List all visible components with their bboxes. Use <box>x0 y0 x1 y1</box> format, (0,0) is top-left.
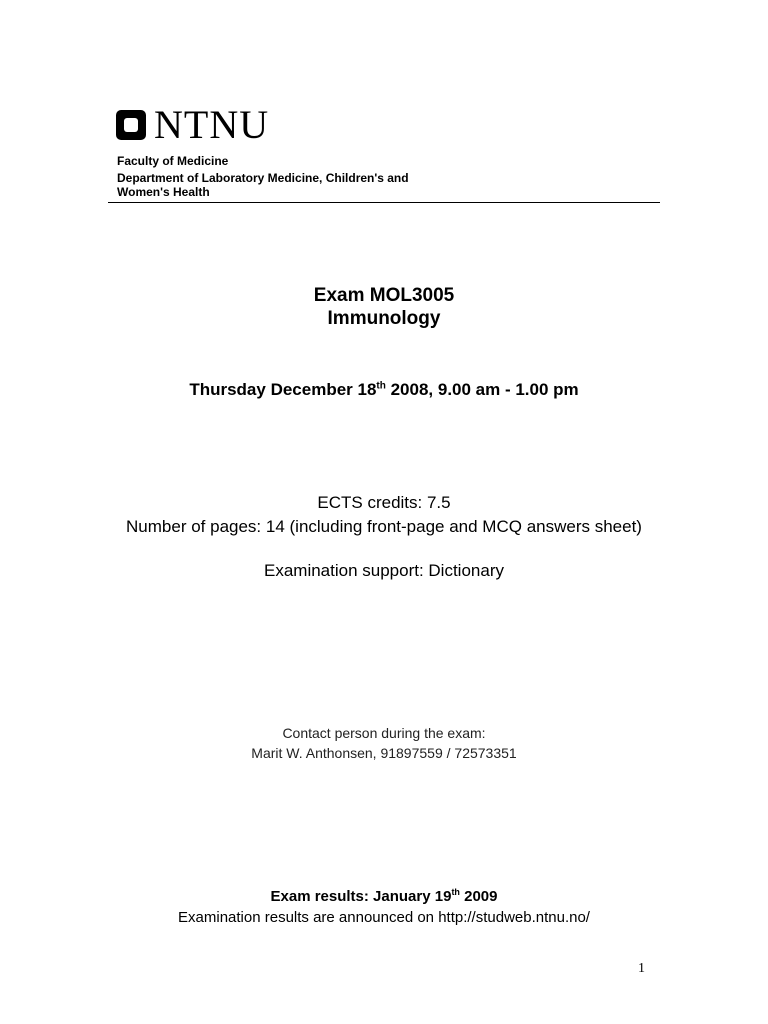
ntnu-logo <box>116 102 270 147</box>
logo-text: NTNU <box>154 102 270 147</box>
exam-date <box>108 380 660 400</box>
header-divider <box>108 202 660 203</box>
page-number: 1 <box>638 961 645 976</box>
contact-label: Contact person during the exam: <box>282 725 486 741</box>
exam-date-sup: th <box>376 380 386 392</box>
exam-date-suffix: 2008, 9.00 am - 1.00 pm <box>385 380 579 399</box>
exam-subject: Immunology <box>327 308 441 329</box>
results-heading-prefix: Exam results: January 19 <box>270 888 452 905</box>
number-of-pages: Number of pages: 14 (including front-page and MCQ answers sheet) <box>126 517 642 536</box>
ects-credits: ECTS credits: 7.5 <box>317 493 451 512</box>
results-heading <box>108 887 660 905</box>
department-name: Department of Laboratory Medicine, Children's and Women's Health <box>117 171 409 199</box>
exam-title: Exam MOL3005 <box>313 285 455 306</box>
examination-support: Examination support: Dictionary <box>263 561 504 580</box>
exam-date-prefix: Thursday December 18 <box>189 380 377 399</box>
results-heading-suffix: 2009 <box>459 888 498 905</box>
results-note: Examination results are announced on http://studweb.ntnu.no/ <box>178 909 590 926</box>
results-heading-sup: th <box>451 887 460 897</box>
faculty-name: Faculty of Medicine <box>117 154 229 168</box>
ntnu-logo-icon <box>116 110 146 140</box>
contact-person: Marit W. Anthonsen, 91897559 / 72573351 <box>251 745 517 761</box>
